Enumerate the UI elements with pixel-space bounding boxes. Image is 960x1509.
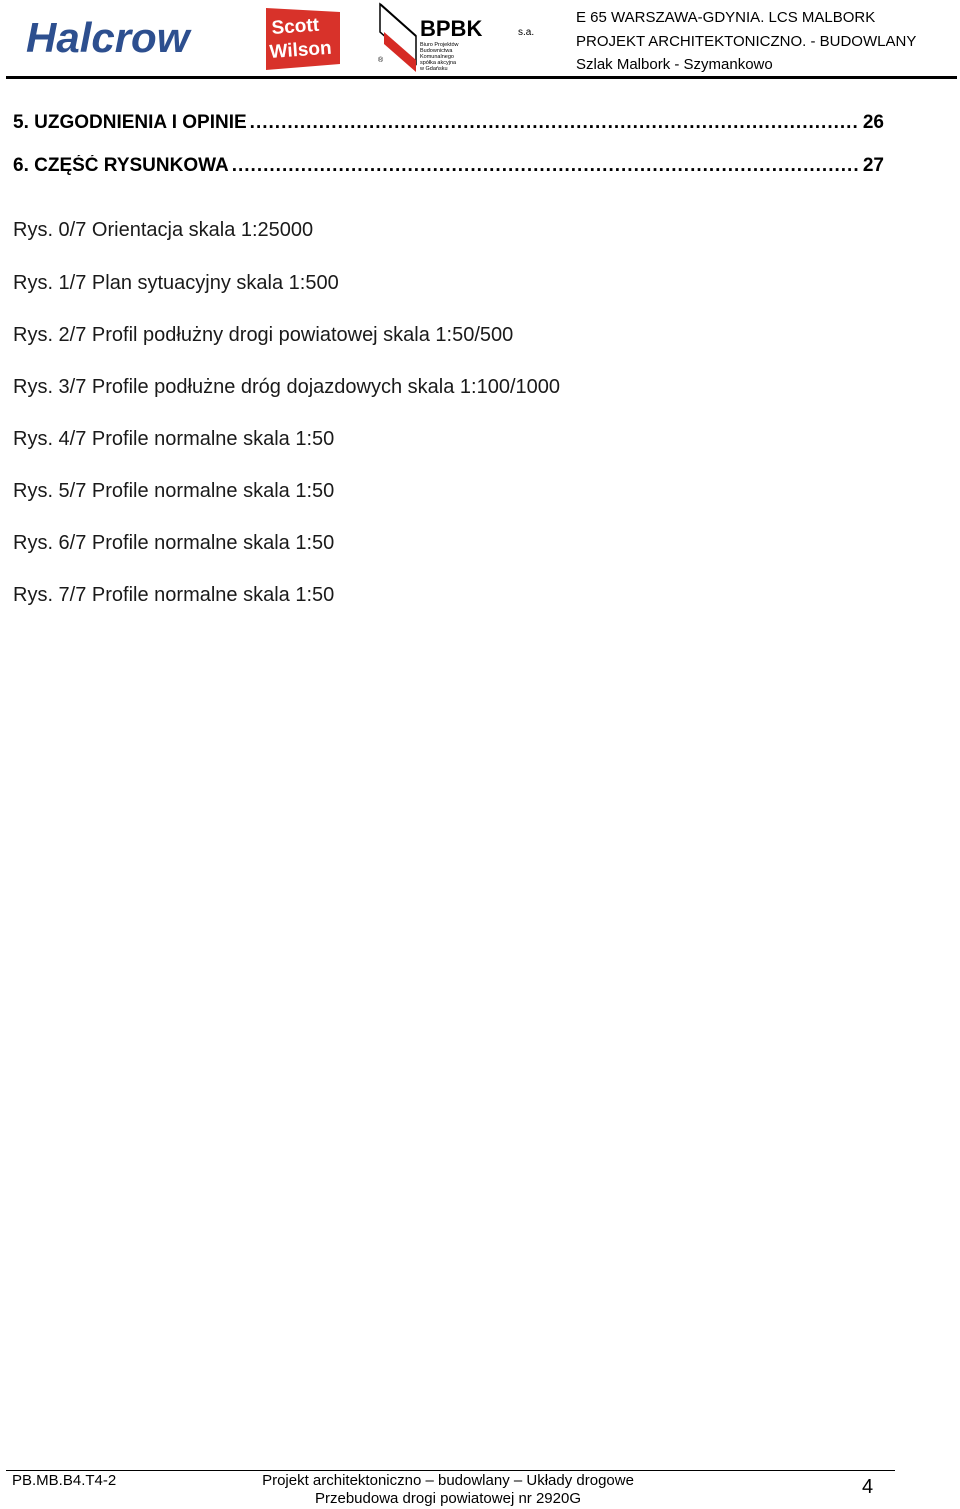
footer-divider (6, 1470, 895, 1471)
drawing-item: Rys. 0/7 Orientacja skala 1:25000 (13, 219, 314, 241)
drawing-item: Rys. 5/7 Profile normalne skala 1:50 (13, 480, 335, 502)
toc-entry-page: 27 (862, 155, 884, 176)
footer-description (256, 1472, 640, 1508)
toc-leader-dots (232, 155, 860, 177)
bpbk-logo-text: BPBK (420, 16, 483, 41)
footer-document-code: PB.MB.B4.T4-2 (12, 1472, 117, 1489)
toc-entry-drawings[interactable] (13, 155, 884, 177)
drawing-item: Rys. 1/7 Plan sytuacyjny skala 1:500 (13, 272, 339, 294)
bpbk-sub-4: spółka akcyjna (420, 60, 457, 66)
scott-wilson-logo (264, 6, 342, 72)
toc-entry-agreements[interactable] (13, 112, 884, 134)
scott-logo-text-2: Wilson (268, 37, 333, 63)
toc-leader-dots (250, 112, 860, 134)
registered-mark-icon: ® (378, 57, 384, 64)
footer-description-line-1: Projekt architektoniczno – budowlany – Układy drogowe (262, 1472, 634, 1489)
header-line-route: E 65 WARSZAWA-GDYNIA. LCS MALBORK (576, 9, 876, 26)
toc-entry-page: 26 (862, 112, 884, 133)
halcrow-logo (24, 14, 208, 60)
scott-logo-text-1: Scott (270, 14, 320, 39)
toc-entry-title: 6. CZĘŚĆ RYSUNKOWA (13, 155, 229, 176)
page-header (0, 0, 960, 80)
bpbk-sub-3: Komunalnego (420, 54, 454, 60)
bpbk-logo (376, 2, 540, 74)
header-divider (6, 76, 957, 79)
bpbk-sub-1: Biuro Projektów (420, 42, 459, 48)
page-number: 4 (862, 1476, 874, 1498)
header-line-project-type: PROJEKT ARCHITEKTONICZNO. - BUDOWLANY (576, 32, 917, 50)
drawing-item: Rys. 7/7 Profile normalne skala 1:50 (13, 584, 335, 606)
halcrow-logo-text: Halcrow (26, 14, 190, 60)
footer-description-line-2: Przebudowa drogi powiatowej nr 2920G (315, 1490, 581, 1507)
drawing-item: Rys. 2/7 Profil podłużny drogi powiatowej skala 1:50/500 (13, 324, 514, 346)
toc-entry-title: 5. UZGODNIENIA I OPINIE (13, 112, 247, 133)
header-line-section: Szlak Malbork - Szymankowo (576, 56, 773, 73)
bpbk-logo-suffix: s.a. (518, 27, 535, 38)
bpbk-sub-5: w Gdańsku (420, 66, 448, 72)
bpbk-sub-2: Budownictwa (420, 48, 453, 54)
drawing-item: Rys. 6/7 Profile normalne skala 1:50 (13, 532, 335, 554)
drawing-item: Rys. 3/7 Profile podłużne dróg dojazdowych skala 1:100/1000 (13, 376, 561, 398)
drawing-item: Rys. 4/7 Profile normalne skala 1:50 (13, 428, 335, 450)
header-project-info (576, 6, 916, 77)
